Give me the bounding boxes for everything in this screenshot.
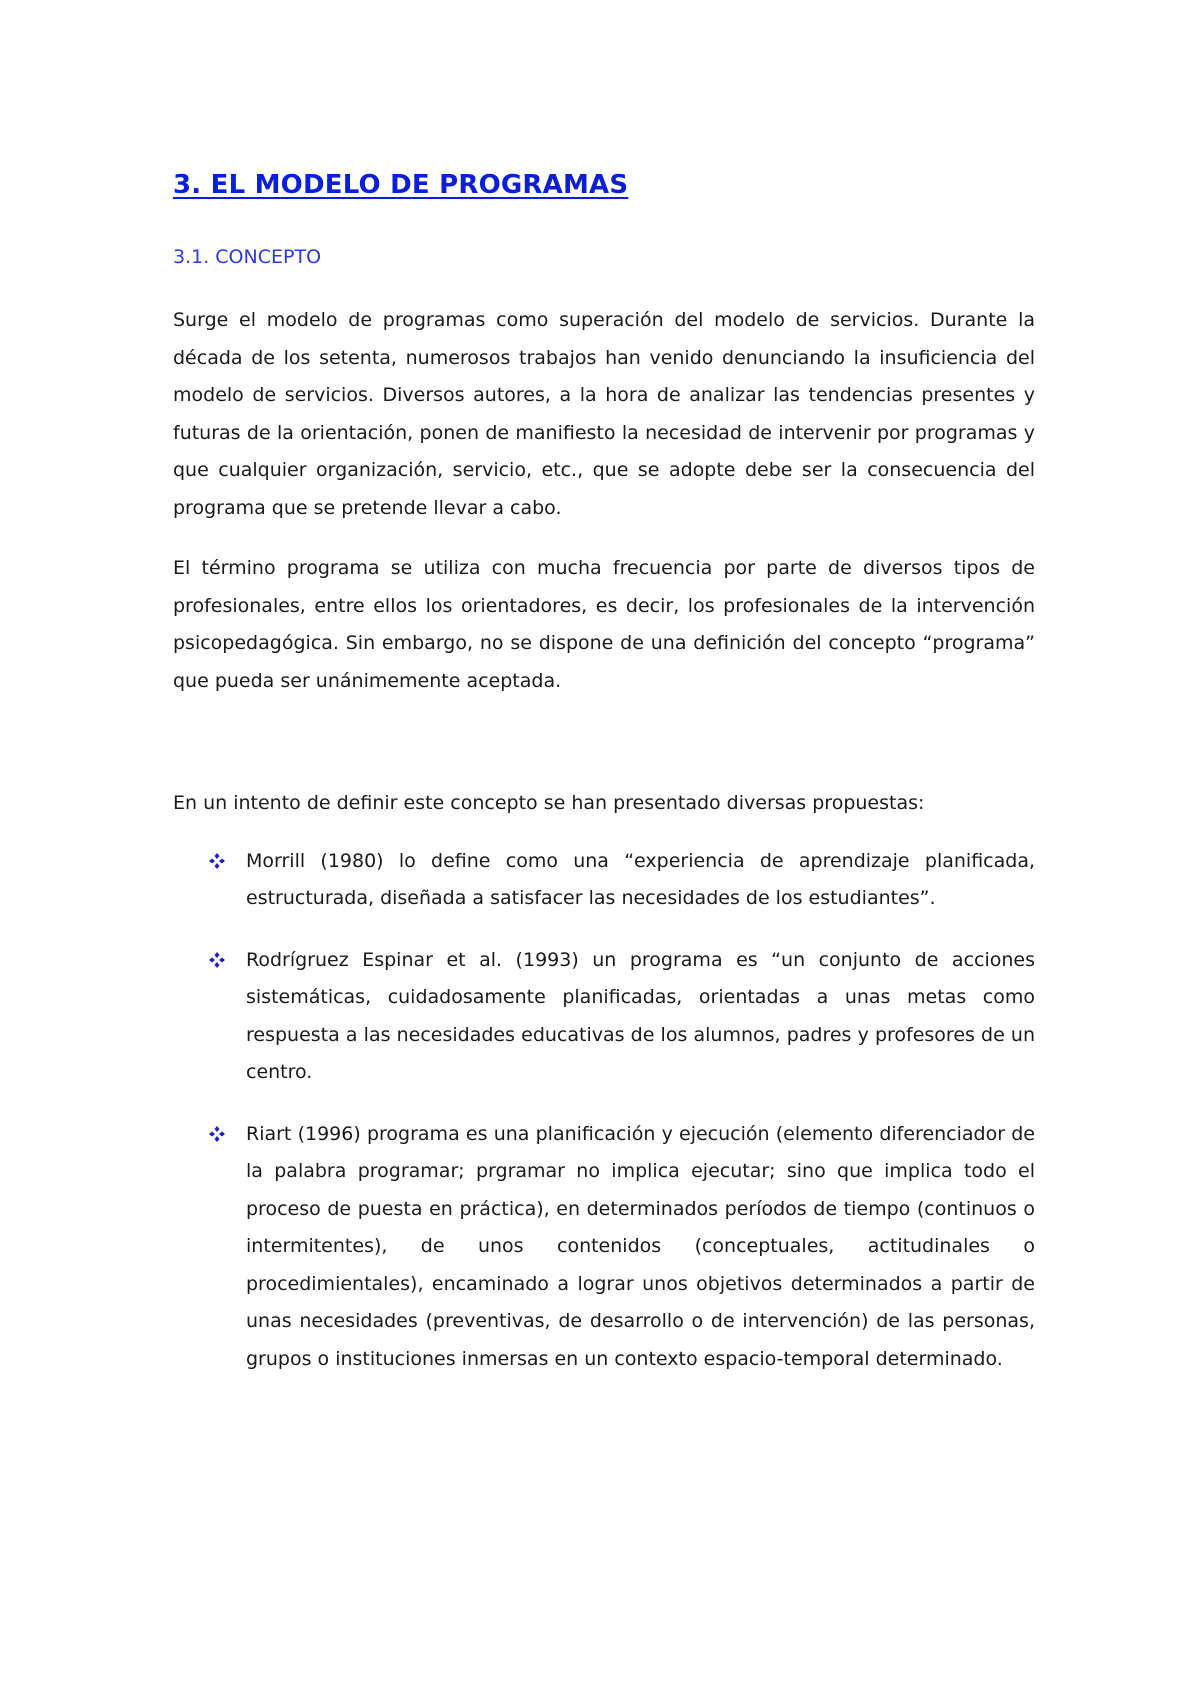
list-item-text: Rodrígruez Espinar et al. (1993) un programa es “un conjunto de acciones sistemáticas, cuidadosamente planificadas, orientadas a unas metas como respuesta a las necesidades educativas de los alumnos, padres y profesores de un centro. — [246, 948, 1035, 1083]
list-item — [173, 942, 1035, 1092]
list-item-text: Riart (1996) programa es una planificación y ejecución (elemento diferenciador de la palabra programar; prgramar no implica ejecutar; sino que implica todo el proceso de puesta en práctica), en determinados períodos de tiempo (continuos o intermitentes), de unos contenidos (conceptuales, actitudinales o procedimientales), encaminado a lograr unos objetivos determinados a partir de unas necesidades (preventivas, de desarrollo o de intervención) de las personas, grupos o instituciones inmersas en un contexto espacio-temporal determinado. — [246, 1122, 1035, 1370]
diamond-bullet-icon — [209, 1126, 225, 1142]
list-item-text: Morrill (1980) lo define como una “experiencia de aprendizaje planificada, estructurada, diseñada a satisfacer las necesidades de los estudiantes”. — [246, 849, 1035, 909]
diamond-bullet-icon — [209, 853, 225, 869]
paragraph-proposals: En un intento de definir este concepto se han presentado diversas propuestas: — [173, 792, 925, 814]
subsection-title: 3.1. CONCEPTO — [173, 246, 322, 268]
list-item — [173, 843, 1035, 918]
definitions-list — [173, 843, 1035, 1379]
paragraph-term: El término programa se utiliza con mucha frecuencia por parte de diversos tipos de profesionales, entre ellos los orientadores, es decir, los profesionales de la intervención psicopedagógica. Sin embargo, no se dispone de una definición del concepto “programa” que pueda ser unánimemente aceptada. — [173, 557, 1035, 692]
diamond-bullet-icon — [209, 952, 225, 968]
paragraph-intro: Surge el modelo de programas como superación del modelo de servicios. Durante la década de los setenta, numerosos trabajos han venido denunciando la insuficiencia del modelo de servicios. Diversos autores, a la hora de analizar las tendencias presentes y futuras de la orientación, ponen de manifiesto la necesidad de intervenir por programas y que cualquier organización, servicio, etc., que se adopte debe ser la consecuencia del programa que se pretende llevar a cabo. — [173, 309, 1035, 519]
document-page — [173, 166, 1035, 1402]
section-title: 3. EL MODELO DE PROGRAMAS — [173, 170, 629, 200]
list-item — [173, 1116, 1035, 1379]
